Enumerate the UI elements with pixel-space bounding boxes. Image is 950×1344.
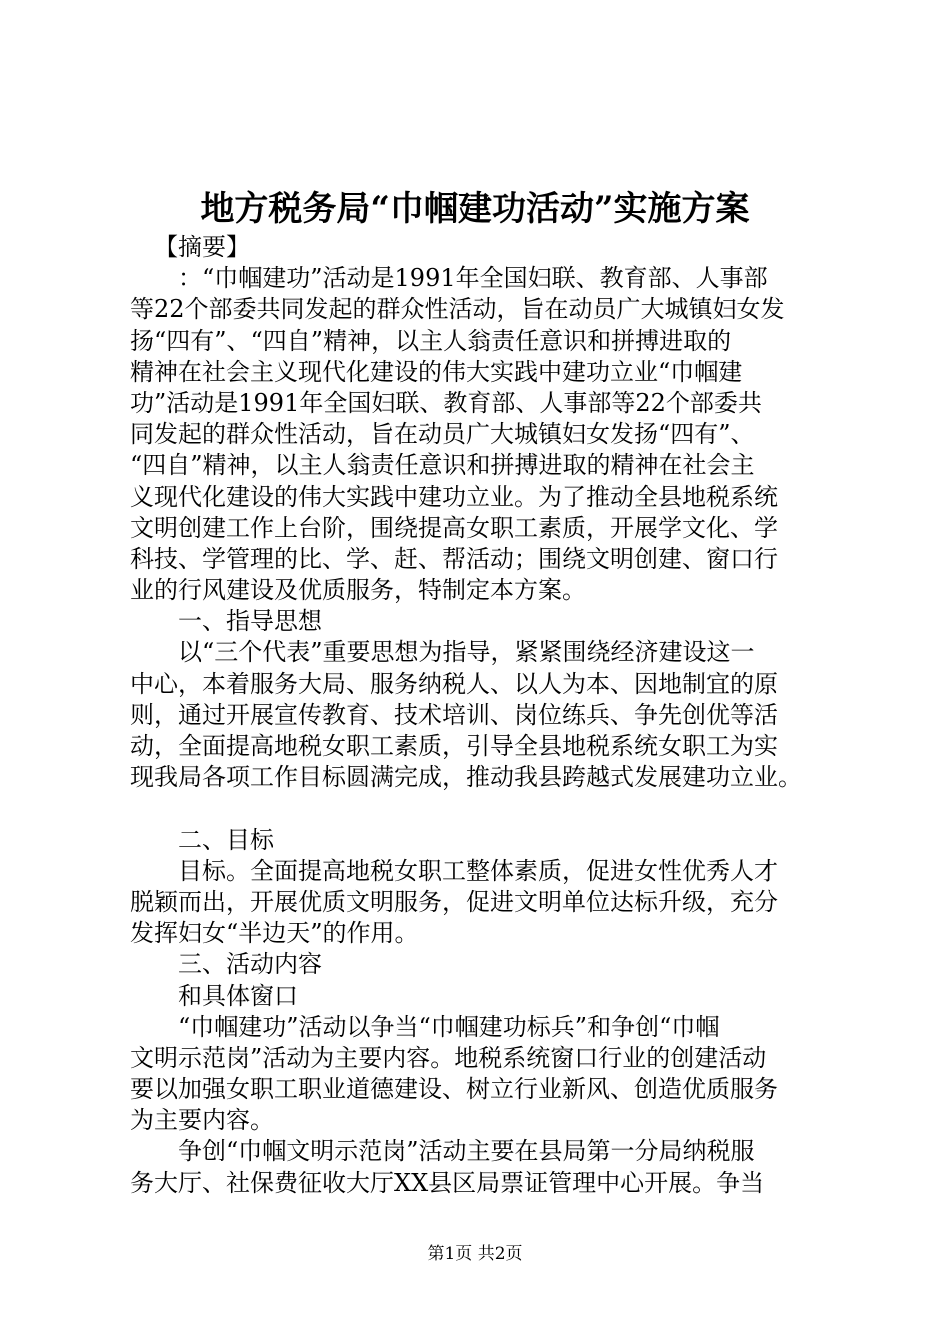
paragraph-line: 要以加强女职工职业道德建设、树立行业新风、创造优质服务 [130, 1075, 778, 1104]
section-heading-activity-content: 三、活动内容 [178, 950, 322, 979]
paragraph-line: 扬“四有”、“四自”精神，以主人翁责任意识和拼搏进取的 [130, 326, 732, 355]
paragraph-line: 业的行风建设及优质服务，特制定本方案。 [130, 576, 586, 605]
paragraph-line: 同发起的群众性活动，旨在动员广大城镇妇女发扬“四有”、 [130, 420, 755, 449]
section-activity-paragraph-2 [130, 1136, 840, 1198]
section-subheading-window: 和具体窗口 [178, 981, 298, 1010]
paragraph-line: 争创“巾帼文明示范岗”活动主要在县局第一分局纳税服 [178, 1137, 755, 1166]
paragraph-line: 目标。全面提高地税女职工整体素质，促进女性优秀人才 [178, 856, 778, 885]
paragraph-line: 为主要内容。 [130, 1106, 274, 1135]
section-goal-paragraph [130, 856, 840, 950]
paragraph-line: 现我局各项工作目标圆满完成，推动我县跨越式发展建功立业。 [130, 763, 802, 792]
abstract-paragraph [130, 263, 840, 606]
paragraph-line: 发挥妇女“半边天”的作用。 [130, 919, 419, 948]
paragraph-line: 则，通过开展宣传教育、技术培训、岗位练兵、争先创优等活 [130, 700, 778, 729]
paragraph-line: 科技、学管理的比、学、赶、帮活动；围绕文明创建、窗口行 [130, 544, 778, 573]
blank-line [130, 793, 840, 824]
section-guiding-thought-paragraph [130, 637, 840, 793]
paragraph-line: 文明示范岗”活动为主要内容。地税系统窗口行业的创建活动 [130, 1043, 767, 1072]
paragraph-line: 中心，本着服务大局、服务纳税人、以人为本、因地制宜的原 [130, 669, 778, 698]
paragraph-line: “巾帼建功”活动以争当“巾帼建功标兵”和争创“巾帼 [178, 1012, 720, 1041]
section-heading-goal: 二、目标 [178, 825, 274, 854]
paragraph-line: ：“巾帼建功”活动是1991年全国妇联、教育部、人事部 [178, 264, 768, 293]
paragraph-line: “四自”精神，以主人翁责任意识和拼搏进取的精神在社会主 [130, 451, 755, 480]
document-body [130, 232, 840, 1199]
paragraph-line: 以“三个代表”重要思想为指导，紧紧围绕经济建设这一 [178, 638, 755, 667]
section-activity-paragraph-1 [130, 1012, 840, 1137]
paragraph-line: 文明创建工作上台阶，围绕提高女职工素质，开展学文化、学 [130, 513, 778, 542]
paragraph-line: 等22个部委共同发起的群众性活动，旨在动员广大城镇妇女发 [130, 295, 785, 324]
section-heading-guiding-thought: 一、指导思想 [178, 607, 322, 636]
page-footer: 第1页 共2页 [427, 1244, 523, 1264]
paragraph-line: 脱颖而出，开展优质文明服务，促进文明单位达标升级，充分 [130, 887, 778, 916]
abstract-label: 【摘要】 [154, 233, 250, 261]
paragraph-line: 动，全面提高地税女职工素质，引导全县地税系统女职工为实 [130, 732, 778, 760]
paragraph-line: 务大厅、社保费征收大厅XX县区局票证管理中心开展。争当 [130, 1168, 765, 1197]
paragraph-line: 精神在社会主义现代化建设的伟大实践中建功立业“巾帼建 [130, 357, 743, 386]
paragraph-line: 功”活动是1991年全国妇联、教育部、人事部等22个部委共 [130, 388, 762, 417]
document-title: 地方税务局“巾帼建功活动”实施方案 [200, 189, 750, 229]
paragraph-line: 义现代化建设的伟大实践中建功立业。为了推动全县地税系统 [130, 482, 778, 511]
